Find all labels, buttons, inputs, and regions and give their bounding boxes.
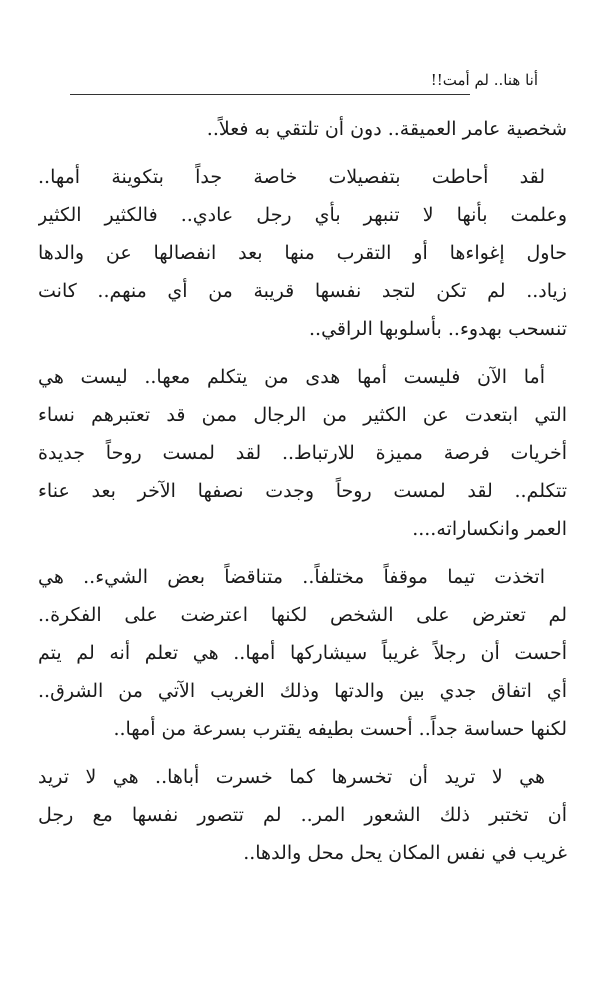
text-line: لقد أحاطت بتفصيلات خاصة جداً بتكوينة أمها.. (38, 166, 545, 188)
text-line: تنسحب بهدوء.. بأسلوبها الراقي.. (309, 318, 567, 340)
text-line: شخصية عامر العميقة.. دون أن تلتقي به فعلاً.. (206, 118, 567, 140)
text-line: زياد.. لم تكن لتجد نفسها قريبة من أي منهم.. كانت (38, 280, 567, 302)
paragraph-3 (38, 358, 567, 548)
text-line: أما الآن فليست أمها هدى من يتكلم معها.. ليست هي (38, 366, 545, 388)
text-line: غريب في نفس المكان يحل محل والدها.. (243, 842, 567, 864)
text-line: هي لا تريد أن تخسرها كما خسرت أباها.. هي لا تريد (38, 766, 545, 788)
text-line: العمر وانكساراته.... (412, 518, 567, 540)
text-line: لم تعترض على الشخص لكنها اعترضت على الفكرة.. (38, 604, 567, 626)
paragraph-1 (38, 110, 567, 148)
paragraph-5 (38, 758, 567, 872)
running-header: أنا هنا.. لم أمت!! (430, 71, 538, 89)
text-line: لكنها حساسة جداً.. أحست بطيفه يقترب بسرعة من أمها.. (113, 718, 567, 740)
text-line: أخريات فرصة مميزة للارتباط.. لقد لمست روحاً جديدة (38, 442, 567, 464)
text-line: أي اتفاق جدي بين والدتها وذلك الغريب الآتي من الشرق.. (38, 680, 567, 702)
header-rule (70, 94, 470, 95)
text-line: التي ابتعدت عن الكثير من الرجال ممن قد تعتبرهم نساء (38, 404, 567, 426)
text-line: حاول إغواءها أو التقرب منها بعد انفصالها عن والدها (38, 242, 567, 264)
text-line: تتكلم.. لقد لمست روحاً وجدت نصفها الآخر بعد عناء (38, 480, 567, 502)
text-line: اتخذت تيما موقفاً مختلفاً.. متناقضاً بعض الشيء.. هي (38, 566, 545, 588)
paragraph-2 (38, 158, 567, 348)
text-line: وعلمت بأنها لا تنبهر بأي رجل عادي.. فالكثير الكثير (38, 204, 567, 226)
text-line: أن تختبر ذلك الشعور المر.. لم تتصور نفسها مع رجل (38, 804, 567, 826)
text-line: أحست أن رجلاً غريباً سيشاركها أمها.. هي تعلم أنه لم يتم (38, 642, 567, 664)
paragraph-4 (38, 558, 567, 748)
page-body (38, 110, 567, 882)
